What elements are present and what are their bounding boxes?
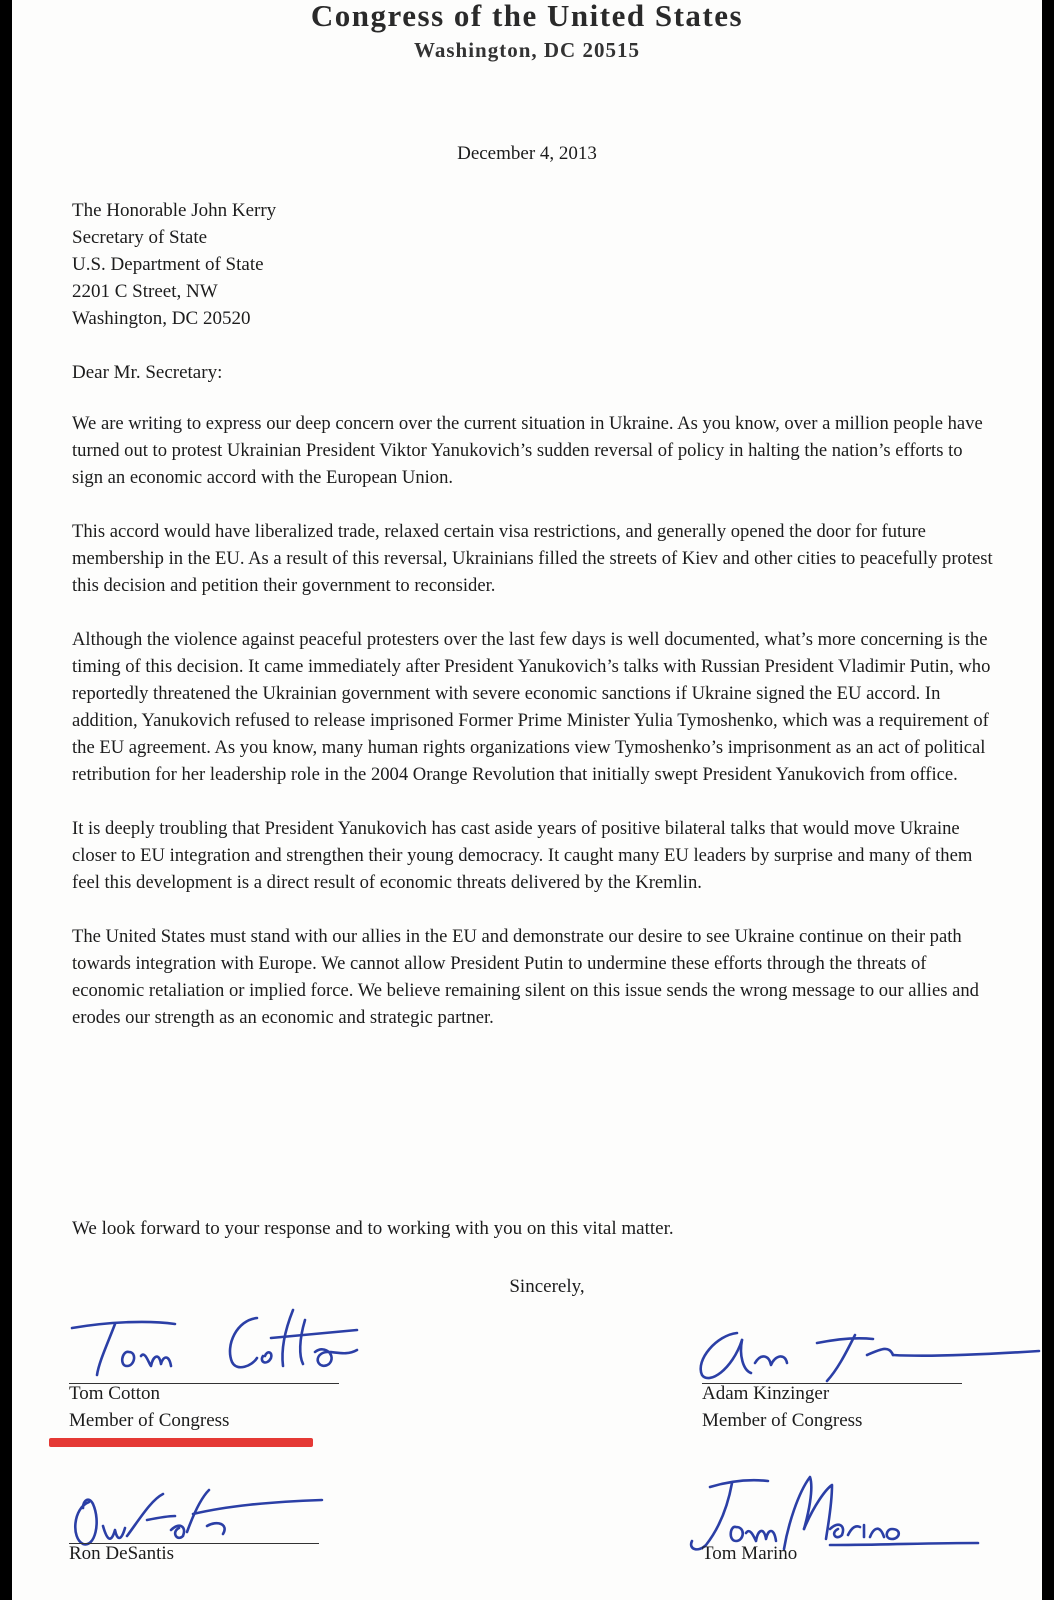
signatory-tom-marino bbox=[702, 1540, 797, 1567]
signatory-adam-kinzinger bbox=[702, 1380, 862, 1434]
red-highlight-underline bbox=[49, 1438, 313, 1447]
signatory-tom-cotton bbox=[69, 1380, 229, 1434]
body-paragraph: Although the violence against peaceful protesters over the last few days is well documented, what’s more concerning is the timing of this decision. It came immediately after President Yanukovich’s talks with Russian President Vladimir Putin, who reportedly threatened the Ukrainian government with severe economic sanctions if Ukraine signed the EU accord. In addition, Yanukovich refused to release imprisoned Former Prime Minister Yulia Tymoshenko, which was a requirement of the EU agreement. As you know, many human rights organizations view Tymoshenko’s imprisonment as an act of political retribution for her leadership role in the 2004 Orange Revolution that initially swept President Yanukovich from office. bbox=[72, 629, 991, 785]
letterhead-address: Washington, DC 20515 bbox=[414, 38, 640, 62]
salutation: Dear Mr. Secretary: bbox=[72, 362, 223, 383]
signatory-name: Ron DeSantis bbox=[69, 1543, 175, 1564]
left-black-border bbox=[0, 0, 12, 1600]
letter-body bbox=[72, 410, 997, 1058]
sincerely-closing: Sincerely, bbox=[509, 1276, 585, 1297]
recipient-line: The Honorable John Kerry bbox=[72, 200, 277, 221]
signatory-name: Adam Kinzinger bbox=[702, 1383, 830, 1404]
signatory-name: Tom Marino bbox=[702, 1543, 798, 1564]
signatory-title: Member of Congress bbox=[69, 1410, 230, 1431]
right-black-border bbox=[1042, 0, 1054, 1600]
recipient-line: 2201 C Street, NW bbox=[72, 281, 218, 302]
adam-kinzinger-signature bbox=[677, 1315, 1042, 1390]
tom-cotton-signature bbox=[67, 1300, 367, 1385]
body-paragraph: We are writing to express our deep concern over the current situation in Ukraine. As you know, over a million people have turned out to protest Ukrainian President Viktor Yanukovich’s sudden reversal of policy in halting the nation’s efforts to sign an economic accord with the European Union. bbox=[72, 413, 983, 488]
recipient-address bbox=[72, 197, 276, 332]
signatory-name: Tom Cotton bbox=[69, 1383, 161, 1404]
recipient-line: U.S. Department of State bbox=[72, 254, 264, 275]
letter-page bbox=[12, 0, 1042, 1600]
recipient-line: Secretary of State bbox=[72, 227, 208, 248]
signatory-title: Member of Congress bbox=[702, 1410, 863, 1431]
recipient-line: Washington, DC 20520 bbox=[72, 308, 251, 329]
body-paragraph: This accord would have liberalized trade, relaxed certain visa restrictions, and generally opened the door for future membership in the EU. As a result of this reversal, Ukrainians filled the streets of Kiev and other cities to peacefully protest this decision and petition their government to reconsider. bbox=[72, 521, 993, 596]
letterhead-title: Congress of the United States bbox=[310, 0, 744, 33]
signatory-ron-desantis bbox=[69, 1540, 174, 1567]
body-paragraph: The United States must stand with our allies in the EU and demonstrate our desire to see Ukraine continue on their path towards integration with Europe. We cannot allow President Putin to undermine these efforts through the threats of economic retaliation or implied force. We believe remaining silent on this issue sends the wrong message to our allies and erodes our strength as an economic and strategic partner. bbox=[72, 926, 979, 1028]
body-paragraph: It is deeply troubling that President Yanukovich has cast aside years of positive bilateral talks that would move Ukraine closer to EU integration and strengthen their young democracy. It caught many EU leaders by surprise and many of them feel this development is a direct result of economic threats delivered by the Kremlin. bbox=[72, 818, 973, 893]
letter-date: December 4, 2013 bbox=[457, 143, 597, 164]
closing-paragraph: We look forward to your response and to working with you on this vital matter. bbox=[72, 1218, 674, 1239]
